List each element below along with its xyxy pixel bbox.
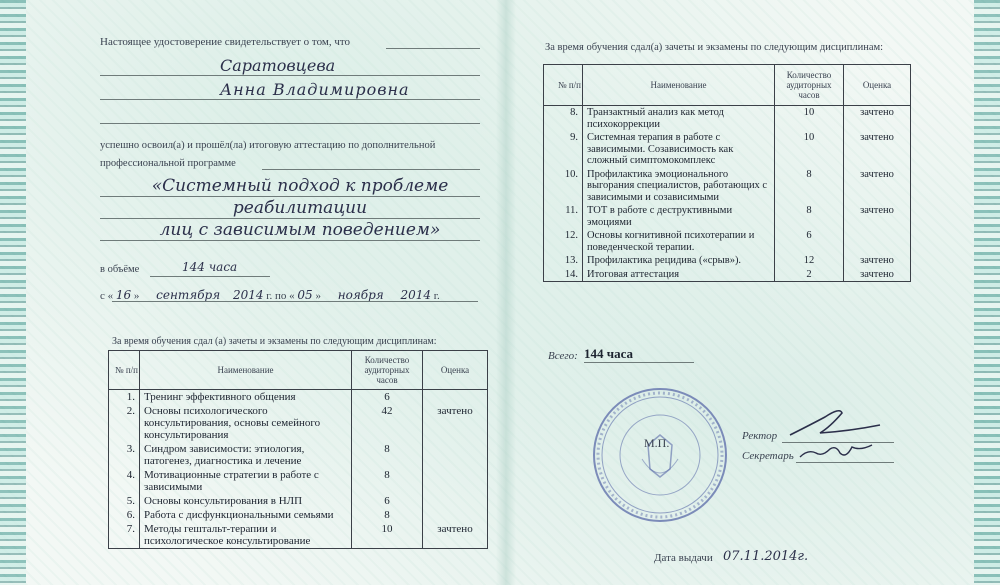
volume-label: в объёме (100, 264, 140, 275)
row-number: 11. (544, 204, 583, 229)
right-table-title: За время обучения сдал(а) зачеты и экзамены по следующим дисциплинам: (545, 42, 884, 53)
row-number: 1. (109, 390, 140, 405)
hours-value: 6 (352, 390, 423, 405)
total-value: 144 часа (584, 346, 694, 363)
discipline-name: Мотивационные стратегии в работе с зависимыми (140, 468, 352, 494)
col-name-header: Наименование (583, 65, 775, 106)
intro-underline (386, 48, 480, 49)
stamp-place-mark: М.П. (644, 436, 670, 450)
row-number: 12. (544, 229, 583, 254)
from-year: 2014 (232, 288, 264, 302)
rector-signature (780, 395, 900, 475)
table-row (544, 229, 911, 254)
grade-value (844, 229, 911, 254)
row-number: 13. (544, 254, 583, 268)
col-num-header: № п/п (544, 65, 583, 106)
grade-value (423, 442, 488, 468)
left-table-title: За время обучения сдал (а) зачеты и экзамены по следующим дисциплинам: (112, 336, 437, 347)
grade-value (423, 494, 488, 508)
from-day: 16 (115, 288, 132, 302)
to-month: ноября (337, 288, 384, 302)
table-row (544, 168, 911, 205)
to-prefix: г. по « (266, 290, 295, 302)
program-line-3 (100, 240, 480, 241)
grade-value: зачтено (423, 522, 488, 549)
program-line-2 (100, 218, 480, 219)
dates-underline (112, 301, 478, 302)
total-label: Всего: (548, 350, 578, 362)
program-intro-underline (262, 169, 480, 170)
discipline-name: Работа с дисфункциональными семьями (140, 508, 352, 522)
official-stamp-seal (590, 385, 730, 525)
grade-value: зачтено (844, 268, 911, 282)
table-header-row (544, 65, 911, 106)
hours-value: 8 (352, 508, 423, 522)
grade-value (423, 508, 488, 522)
discipline-name: ТОТ в работе с деструктивными эмоциями (583, 204, 775, 229)
row-number: 5. (109, 494, 140, 508)
table-row (109, 508, 488, 522)
col-grade-header: Оценка (423, 351, 488, 390)
left-ornamental-border (0, 0, 26, 585)
issue-date-label: Дата выдачи (654, 552, 713, 564)
discipline-name: Итоговая аттестация (583, 268, 775, 282)
from-mid: » (133, 290, 140, 302)
secretary-signature-line (796, 462, 894, 463)
discipline-name: Системная терапия в работе с зависимыми. Созависимость как сложный симптомокомплекс (583, 131, 775, 168)
discipline-name: Методы гештальт-терапии и психологическое консультирование (140, 522, 352, 549)
row-number: 14. (544, 268, 583, 282)
table-row (544, 204, 911, 229)
from-prefix: с « (100, 290, 114, 302)
hours-value: 6 (775, 229, 844, 254)
table-row (109, 522, 488, 549)
grade-value: зачтено (423, 404, 488, 442)
col-grade-header: Оценка (844, 65, 911, 106)
holder-given-names: Анна Владимировна (220, 80, 410, 99)
volume-value: 144 часа (182, 260, 238, 274)
table-row (109, 390, 488, 405)
hours-value: 10 (775, 106, 844, 132)
hours-value: 42 (352, 404, 423, 442)
holder-surname: Саратовцева (220, 56, 336, 75)
table-row (109, 494, 488, 508)
hours-value: 2 (775, 268, 844, 282)
program-title (120, 175, 480, 241)
row-number: 6. (109, 508, 140, 522)
right-disciplines-table (543, 64, 911, 282)
program-title-line2: лиц с зависимым поведением» (159, 220, 441, 240)
row-number: 7. (109, 522, 140, 549)
from-month: сентября (156, 288, 221, 302)
to-day: 05 (297, 288, 313, 302)
table-row (544, 254, 911, 268)
grade-value: зачтено (844, 204, 911, 229)
grade-value (423, 390, 488, 405)
discipline-name: Основы психологического консультирования, основы семейного консультирования (140, 404, 352, 442)
program-intro-text: профессиональной программе (100, 158, 236, 169)
hours-value: 8 (352, 468, 423, 494)
col-hours-header: Количество аудиторных часов (775, 65, 844, 106)
to-year: 2014 (400, 288, 432, 302)
discipline-name: Основы консультирования в НЛП (140, 494, 352, 508)
row-number: 3. (109, 442, 140, 468)
left-disciplines-table (108, 350, 488, 549)
hours-value: 6 (352, 494, 423, 508)
grade-value (423, 468, 488, 494)
hours-value: 8 (352, 442, 423, 468)
program-title-line1: «Системный подход к проблеме реабилитации (151, 176, 449, 218)
study-dates (100, 288, 440, 302)
hours-value: 10 (775, 131, 844, 168)
row-number: 8. (544, 106, 583, 132)
to-mid: » (315, 290, 321, 302)
discipline-name: Транзактный анализ как метод психокоррекции (583, 106, 775, 132)
table-row (109, 404, 488, 442)
issue-date-value: 07.11.2014г. (723, 549, 809, 564)
secretary-label: Секретарь (742, 450, 794, 462)
row-number: 10. (544, 168, 583, 205)
table-row (544, 131, 911, 168)
table-row (109, 468, 488, 494)
grade-value: зачтено (844, 106, 911, 132)
col-num-header: № п/п (109, 351, 140, 390)
discipline-name: Тренинг эффективного общения (140, 390, 352, 405)
table-row (544, 268, 911, 282)
rector-signature-line (782, 442, 894, 443)
rector-label: Ректор (742, 430, 778, 442)
hours-value: 8 (775, 168, 844, 205)
grade-value: зачтено (844, 131, 911, 168)
program-line-1 (100, 196, 480, 197)
blank-line (100, 105, 480, 124)
grade-value: зачтено (844, 168, 911, 205)
col-name-header: Наименование (140, 351, 352, 390)
discipline-name: Профилактика рецидива («срыв»). (583, 254, 775, 268)
row-number: 9. (544, 131, 583, 168)
row-number: 2. (109, 404, 140, 442)
hours-value: 12 (775, 254, 844, 268)
col-hours-header: Количество аудиторных часов (352, 351, 423, 390)
right-ornamental-border (974, 0, 1000, 585)
hours-value: 10 (352, 522, 423, 549)
row-number: 4. (109, 468, 140, 494)
center-fold (496, 0, 516, 585)
table-row (544, 106, 911, 132)
dates-suffix: г. (433, 290, 440, 302)
discipline-name: Синдром зависимости: этиология, патогенез, диагностика и лечение (140, 442, 352, 468)
mastered-text: успешно освоил(а) и прошёл(ла) итоговую аттестацию по дополнительной (100, 140, 436, 151)
table-row (109, 442, 488, 468)
discipline-name: Профилактика эмоционального выгорания специалистов, работающих с зависимыми и созависимыми (583, 168, 775, 205)
discipline-name: Основы когнитивной психотерапии и поведенческой терапии. (583, 229, 775, 254)
intro-text: Настоящее удостоверение свидетельствует о том, что (100, 36, 351, 48)
table-header-row (109, 351, 488, 390)
volume-underline (150, 276, 270, 277)
grade-value: зачтено (844, 254, 911, 268)
hours-value: 8 (775, 204, 844, 229)
